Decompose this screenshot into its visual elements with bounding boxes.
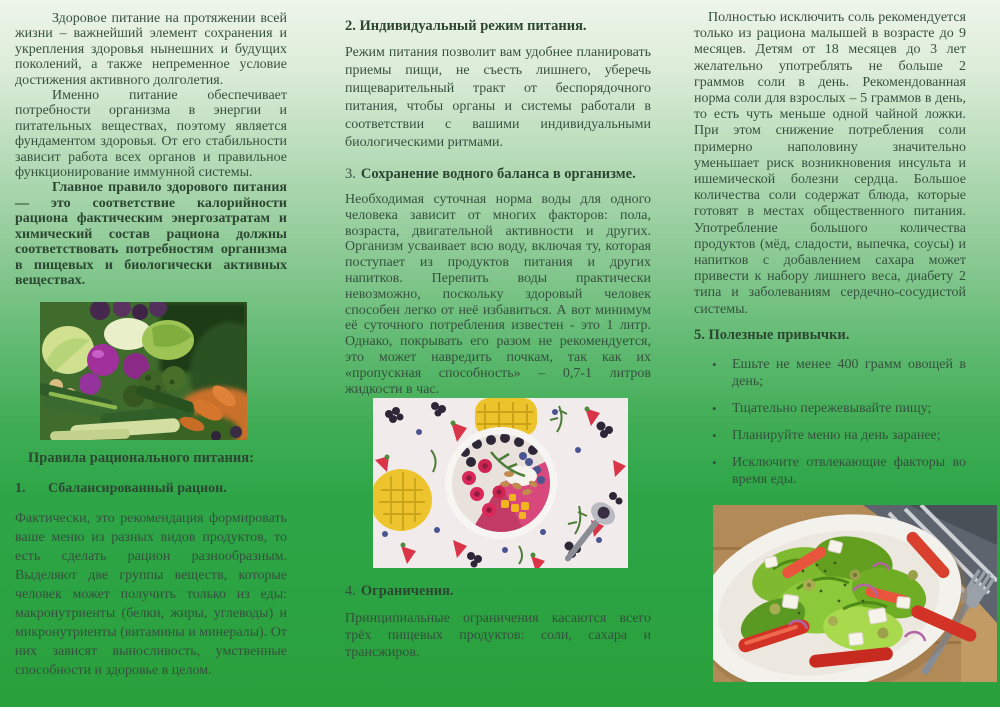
- list-item: [694, 427, 966, 444]
- rule-4-paragraph: Принципиальные ограничения касаются всего трёх пищевых продуктов: соли, сахара и трансжиров.: [345, 611, 651, 660]
- rule-2-paragraph: Режим питания позволит вам удобнее планировать приемы пищи, не съесть лишнего, уберечь пищеварительный тракт от беспорядочного питания, чтобы органы и системы работали в соответствии с вашими индивидуальными биологическими ритмами.: [345, 45, 651, 150]
- rule-1-heading: [15, 480, 287, 497]
- main-rule-paragraph: Главное правило здорового питания — это соответствие калорийности рациона фактическим энергозатратам и химический состав рациона должны соответствовать потребностям организма в пищевых и биологически активных веществах.: [15, 180, 287, 288]
- rule-3-title: Сохранение водного баланса в организме.: [360, 166, 636, 182]
- bullet-icon: •: [712, 400, 717, 416]
- habit-4: Исключите отвлекающие факторы во время еды.: [732, 454, 966, 487]
- intro-paragraph-2: Именно питание обеспечивает потребности организма в энергии и питательных веществах, поэтому является фундаментом здоровья. От его стабильности зависит работа всех органов и правильное функционирование иммунной системы.: [15, 88, 287, 181]
- vegetables-photo: [40, 302, 247, 440]
- right-text-block: [694, 0, 966, 488]
- rule-3-paragraph: Необходимая суточная норма воды для одного человека зависит от многих факторов: пола, возраста, двигательной активности и других. Организм усваивает всю воду, включая ту, которая поступает из продуктов питания и других напитков. Перепить воды практически невозможно, поскольку здоровый человек способен легко от неё избавиться. А вот минимум её суточного потребления известен - это 1 литр. Однако, покрывать его разом не рекомендуется, это может навредить почкам, так как их «пропускная способность» – 0,7-1 литров жидкости в час.: [345, 192, 651, 397]
- bullet-icon: •: [712, 427, 717, 443]
- left-intro-block: [15, 0, 287, 288]
- intro-paragraph-1: Здоровое питание на протяжении всей жизни – важнейший элемент сохранения и укрепления здоровья нынешних и будущих поколений, а также непременное условие достижения активного долголетия.: [15, 11, 287, 88]
- habit-3: Планируйте меню на день заранее;: [732, 427, 941, 443]
- rule-4-title: Ограничения.: [360, 583, 454, 599]
- rule-5-heading: 5. Полезные привычки.: [694, 326, 850, 343]
- bullet-icon: •: [712, 356, 717, 372]
- rule-1-title: Сбалансированный рацион.: [48, 481, 227, 496]
- rules-heading: Правила рационального питания:: [28, 450, 254, 466]
- habit-2: Тщательно пережевывайте пищу;: [732, 400, 932, 416]
- bullet-icon: •: [712, 454, 717, 470]
- list-item: [694, 400, 966, 417]
- rule-1-paragraph: Фактически, это рекомендация формировать ваше меню из разных видов продуктов, то есть сделать рацион разнообразным. Выделяют две группы веществ, которые человек может получить только из еды: макронутриенты (белки, жиры, углеводы) и микронутриенты (витамины и минералы). От них зависят выносливость, умственные способности и здоровье в целом.: [15, 511, 287, 678]
- salt-sugar-paragraph: Полностью исключить соль рекомендуется только из рациона малышей в возрасте до 9 месяцев. Детям от 18 месяцев до 3 лет желательно употреблять не больше 2 граммов соли в день. Рекомендованная норма соли для взрослых – 5 граммов в день, то есть чуть меньше одной чайной ложки. При этом снижение потребления соли примерно наполовину значительно уменьшает риск возникновения инсульта и ишемической болезни сердца. Большое количества соли содержат блюда, которые готовят в местах общественного питания. Употребление большого количества продуктов (мёд, сладости, выпечка, соусы) и напитков с добавлением сахара может привести к набору лишнего веса, диабету 2 типа и заболеваниям сердечно-сосудистой системы.: [694, 10, 966, 317]
- rule-2-heading: 2. Индивидуальный режим питания.: [345, 18, 587, 34]
- left-rules-block: [15, 450, 287, 680]
- rule-1-number: 1.: [15, 481, 26, 496]
- middle-limits-block: [345, 583, 651, 661]
- salad-photo: [713, 505, 997, 682]
- middle-text-block: [345, 0, 651, 397]
- list-item: [694, 356, 966, 390]
- habits-bullet-list: [694, 356, 966, 488]
- list-item: [694, 454, 966, 488]
- smoothie-bowl-photo: [373, 398, 628, 568]
- rule-3-number: 3.: [345, 166, 356, 182]
- rule-3-heading: [345, 165, 651, 183]
- rule-4-number: 4.: [345, 583, 356, 599]
- panel-middle: [345, 0, 651, 707]
- rule-4-heading: [345, 583, 651, 600]
- habit-1: Ешьте не менее 400 грамм овощей в день;: [732, 356, 966, 389]
